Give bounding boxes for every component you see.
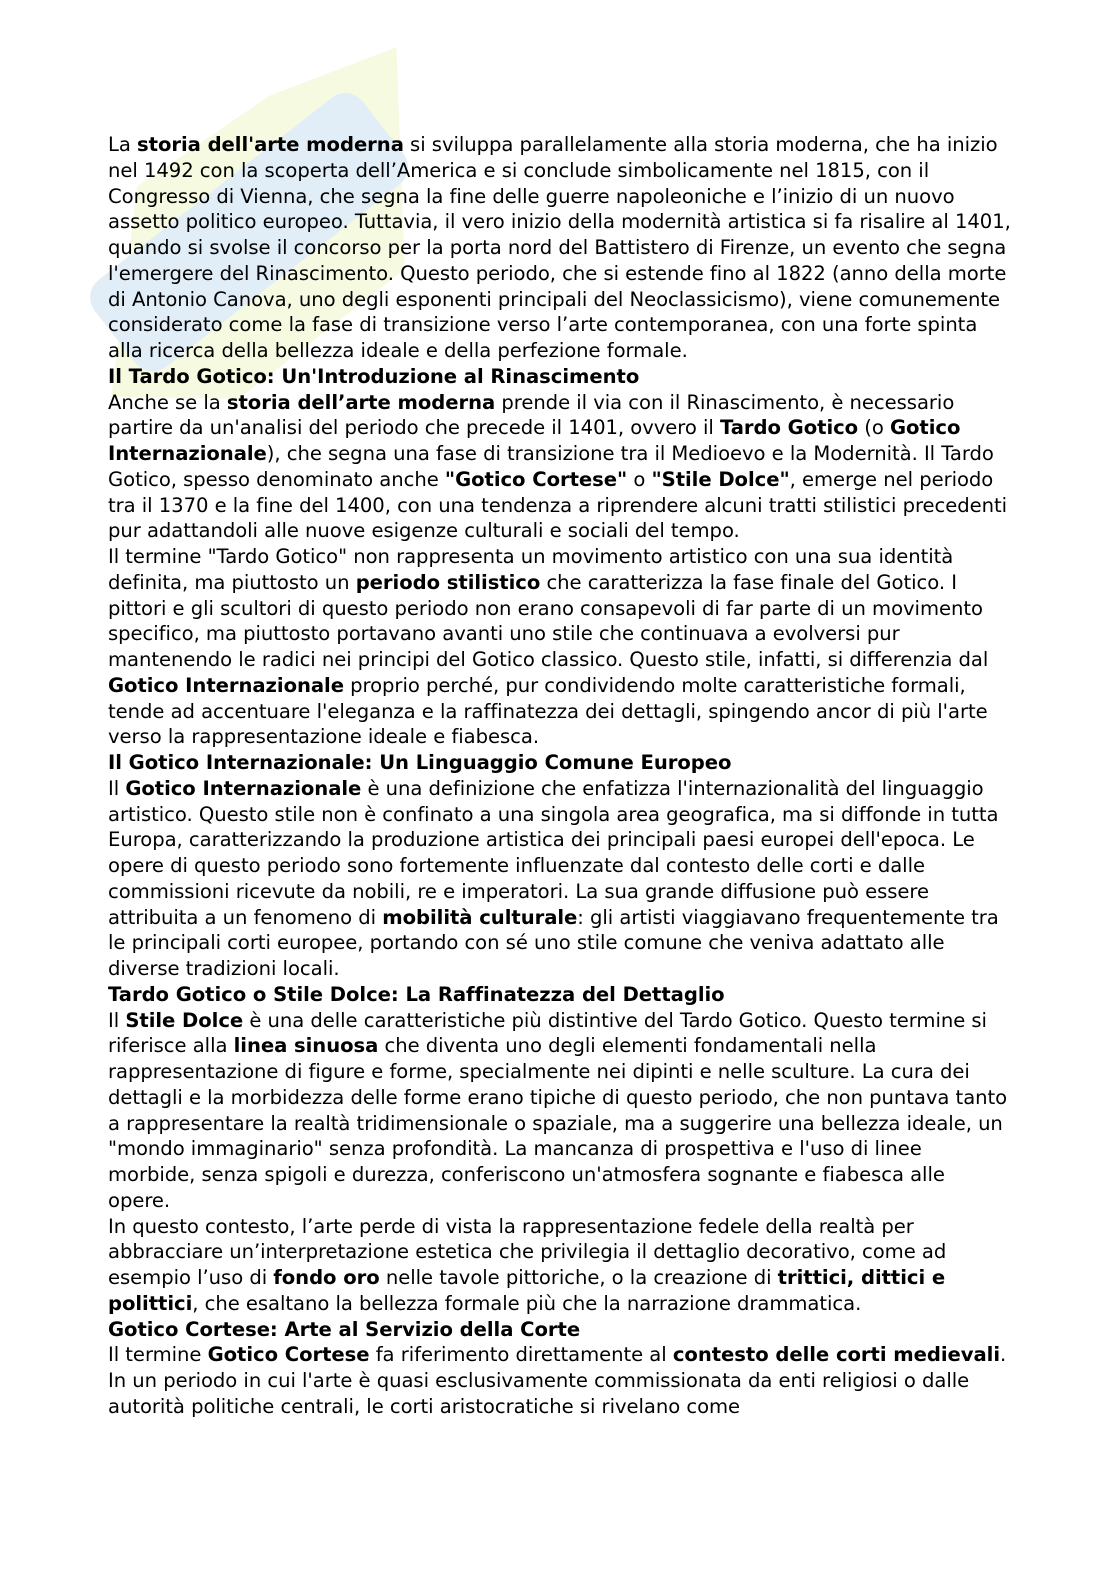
text-run: . In un periodo in cui l'arte è quasi esclusivamente commissionata da enti religiosi o dalle autorità politiche centrali, le corti aristocratiche si rivelano come <box>108 1343 1007 1418</box>
text-run: si sviluppa parallelamente alla storia moderna, che ha inizio nel 1492 con la scoperta dell’America e si conclude simbolicamente nel 1815, con il Congresso di Vienna, che segna la fine delle guerre napoleoniche e l’inizio di un nuovo assetto politico europeo. Tuttavia, il vero inizio della modernità artistica si fa risalire al 1401, quando si svolse il concorso per la porta nord del Battistero di Firenze, un evento che segna l'emergere del Rinascimento. Questo periodo, che si estende fino al 1822 (anno della morte di Antonio Canova, uno degli esponenti principali del Neoclassicismo), viene comunemente considerato come la fase di transizione verso l’arte contemporanea, con una forte spinta alla ricerca della bellezza ideale e della perfezione formale. <box>108 133 1011 362</box>
text-run: proprio perché, pur condividendo molte caratteristiche formali, tende ad accentuare l'eleganza e la raffinatezza dei dettagli, spingendo ancor di più l'arte verso la rappresentazione ideale e fiabesca. <box>108 673 988 749</box>
bold-term: Stile Dolce <box>125 1008 244 1032</box>
section-heading: Gotico Cortese: Arte al Servizio della Corte <box>108 1317 581 1341</box>
bold-term: storia dell’arte moderna <box>226 390 496 414</box>
paragraph <box>108 132 1013 364</box>
text-run: La <box>108 133 138 156</box>
text-run: è una delle caratteristiche più distintive del Tardo Gotico. Questo termine si riferisce alla <box>108 1008 987 1058</box>
bold-term: fondo oro <box>273 1266 380 1289</box>
text-run: In questo contesto, l’arte perde di vista la rappresentazione fedele della realtà per abbracciare un’interpretazione estetica che privilegia il dettaglio decorativo, come ad esempio l’uso di <box>108 1214 947 1289</box>
text-run: ), che segna una fase di transizione tra il Medioevo e la Modernità. Il Tardo Gotico, spesso denominato anche <box>108 442 994 491</box>
text-run: che diventa uno degli elementi fondamentali nella rappresentazione di figure e forme, specialmente nei dipinti e nelle sculture. La cura dei dettagli e la morbidezza delle forme erano tipiche di questo periodo, che non puntava tanto a rappresentare la realtà tridimensionale o spaziale, ma a suggerire una bellezza ideale, un "mondo immaginario" senza profondità. La mancanza di prospettiva e l'uso di linee morbide, senza spigoli e durezza, conferiscono un'atmosfera sognante e fiabesca alle opere. <box>108 1034 1008 1212</box>
paragraph <box>108 1008 1013 1214</box>
text-run: Il <box>108 1008 126 1032</box>
bold-term: Tardo Gotico <box>719 416 859 440</box>
bold-term: mobilità culturale <box>382 905 578 929</box>
text-run: : gli artisti viaggiavano frequentemente tra le principali corti europee, portando con sé uno stile comune che veniva adattato alle diverse tradizioni locali. <box>108 905 999 980</box>
paragraph <box>108 1214 1013 1317</box>
bold-term: periodo stilistico <box>355 570 541 594</box>
bold-term: linea sinuosa <box>233 1034 379 1058</box>
text-run: Il termine <box>108 1343 208 1367</box>
text-run: prende il via con il Rinascimento, è necessario partire da un'analisi del periodo che precede il 1401, ovvero il <box>108 390 955 440</box>
bold-term: trittici, dittici e polittici <box>108 1266 946 1315</box>
bold-term: Gotico Cortese <box>207 1343 370 1367</box>
text-run: Il <box>108 776 126 800</box>
paragraph <box>108 544 1013 750</box>
bold-term: storia dell'arte moderna <box>137 133 404 156</box>
text-run: è una definizione che enfatizza l'internazionalità del linguaggio artistico. Questo stile non è confinato a una singola area geografica, ma si diffonde in tutta Europa, caratterizzando la produzione artistica dei principali paesi europei dell'epoca. Le opere di questo periodo sono fortemente influenzate dal contesto delle corti e dalle commissioni ricevute da nobili, re e imperatori. La sua grande diffusione può essere attribuita a un fenomeno di <box>108 776 999 929</box>
text-run: Il termine "Tardo Gotico" non rappresenta un movimento artistico con una sua identità definita, ma piuttosto un <box>108 545 954 594</box>
paragraph <box>108 1342 1013 1419</box>
text-run: fa riferimento direttamente al <box>369 1343 673 1367</box>
section-heading: Il Gotico Internazionale: Un Linguaggio Comune Europeo <box>108 751 732 774</box>
bold-term: "Stile Dolce" <box>651 467 790 491</box>
bold-term: contesto delle corti medievali <box>672 1343 1000 1367</box>
text-run: che caratterizza la fase finale del Gotico. I pittori e gli scultori di questo periodo non erano consapevoli di far parte di un movimento specifico, ma piuttosto portavano avanti uno stile che continuava a evolversi pur mantenendo le radici nei principi del Gotico classico. Questo stile, infatti, si differenzia dal <box>108 570 989 671</box>
text-run: nelle tavole pittoriche, o la creazione di <box>379 1266 778 1289</box>
section-heading: Tardo Gotico o Stile Dolce: La Raffinatezza del Dettaglio <box>108 982 725 1006</box>
paragraph <box>108 776 1013 982</box>
text-run: , emerge nel periodo tra il 1370 e la fine del 1400, con una tendenza a riprendere alcuni tratti stilistici precedenti pur adattandoli alle nuove esigenze culturali e sociali del tempo. <box>108 467 1008 543</box>
bold-term: Gotico Internazionale <box>108 416 961 465</box>
text-run: Anche se la <box>108 390 227 414</box>
paragraph <box>108 390 1013 545</box>
section-heading: Il Tardo Gotico: Un'Introduzione al Rinascimento <box>108 364 640 388</box>
text-run: , che esaltano la bellezza formale più che la narrazione drammatica. <box>192 1291 862 1315</box>
bold-term: Gotico Internazionale <box>108 673 344 697</box>
text-run: (o <box>858 416 890 440</box>
bold-term: "Gotico Cortese" <box>444 467 628 491</box>
document-body <box>108 132 1013 1420</box>
text-run: o <box>627 467 652 491</box>
bold-term: Gotico Internazionale <box>125 776 362 800</box>
